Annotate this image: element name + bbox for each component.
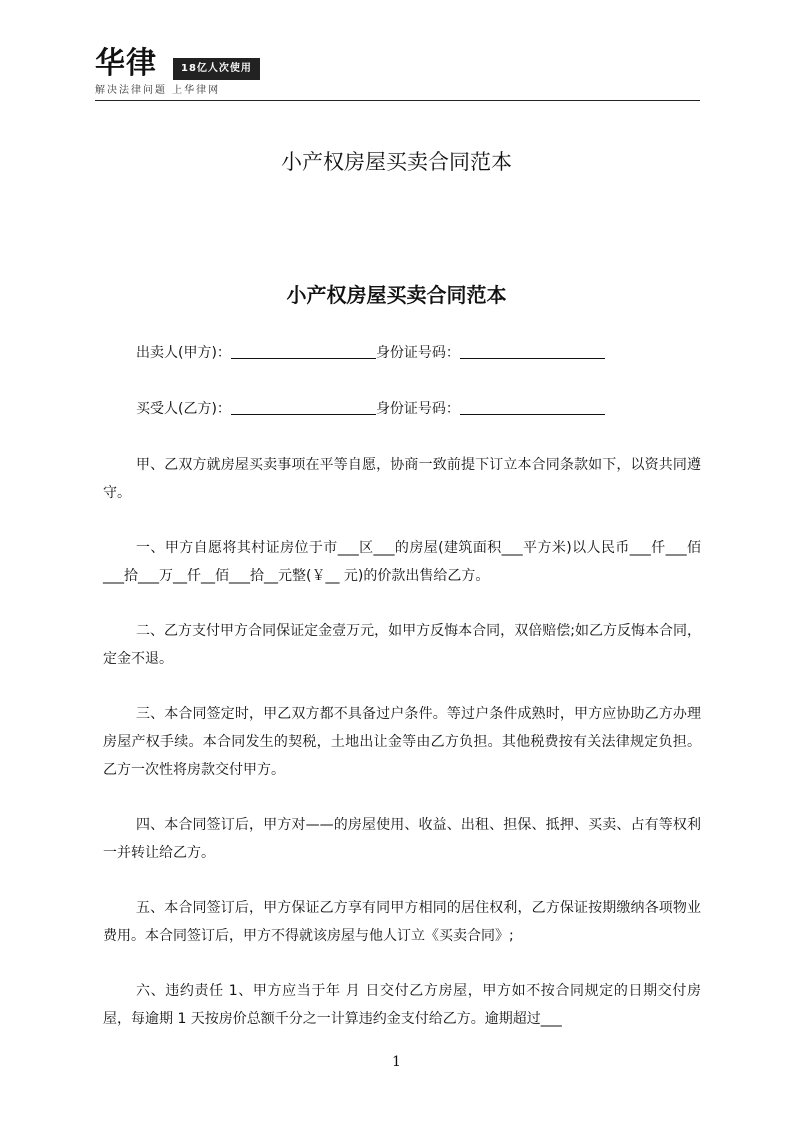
site-header	[95, 44, 700, 104]
contract-title: 小产权房屋买卖合同范本	[286, 283, 507, 307]
seller-label: 出卖人(甲方)：	[136, 345, 231, 361]
document-title: 小产权房屋买卖合同范本	[281, 150, 512, 174]
clause-6: 六、违约责任 1、甲方应当于年 月 日交付乙方房屋，甲方如不按合同规定的日期交付房屋，每逾期 1 天按房价总额千分之一计算违约金支付给乙方。逾期超过___	[103, 983, 701, 1027]
preamble-paragraph: 甲、乙双方就房屋买卖事项在平等自愿，协商一致前提下订立本合同条款如下，以资共同遵守。	[103, 457, 701, 501]
logo-badge: 18亿人次使用	[173, 58, 260, 80]
buyer-id-blank[interactable]	[460, 398, 605, 415]
logo: 华律	[95, 46, 157, 81]
logo-slogan: 解决法律问题 上华律网	[95, 85, 221, 96]
seller-id-label: 身份证号码：	[375, 345, 460, 361]
page-number: 1	[392, 1054, 401, 1070]
buyer-name-blank[interactable]	[231, 398, 376, 415]
seller-name-blank[interactable]	[231, 342, 376, 359]
seller-line	[103, 339, 701, 367]
seller-id-blank[interactable]	[460, 342, 605, 359]
buyer-line	[103, 395, 701, 423]
clause-1: 一、甲方自愿将其村证房位于市___区___的房屋(建筑面积___平方米)以人民币___仟___佰___拾___万__仟__佰___拾__元整(￥__ 元)的价款出售给乙方。	[103, 540, 701, 584]
contract-body	[103, 339, 701, 1060]
clause-3: 三、本合同签定时，甲乙双方都不具备过户条件。等过户条件成熟时，甲方应协助乙方办理房屋产权手续。本合同发生的契税，土地出让金等由乙方负担。其他税费按有关法律规定负担。乙方一次性将房款交付甲方。	[103, 706, 701, 778]
clause-5: 五、本合同签订后，甲方保证乙方享有同甲方相同的居住权利，乙方保证按期缴纳各项物业费用。本合同签订后，甲方不得就该房屋与他人订立《买卖合同》;	[103, 900, 701, 944]
clause-4: 四、本合同签订后，甲方对——的房屋使用、收益、出租、担保、抵押、买卖、占有等权利一并转让给乙方。	[103, 817, 701, 861]
buyer-label: 买受人(乙方)：	[136, 401, 231, 417]
clause-2: 二、乙方支付甲方合同保证定金壹万元，如甲方反悔本合同，双倍赔偿;如乙方反悔本合同，定金不退。	[103, 623, 701, 667]
header-divider	[95, 100, 700, 101]
buyer-id-label: 身份证号码：	[375, 401, 460, 417]
